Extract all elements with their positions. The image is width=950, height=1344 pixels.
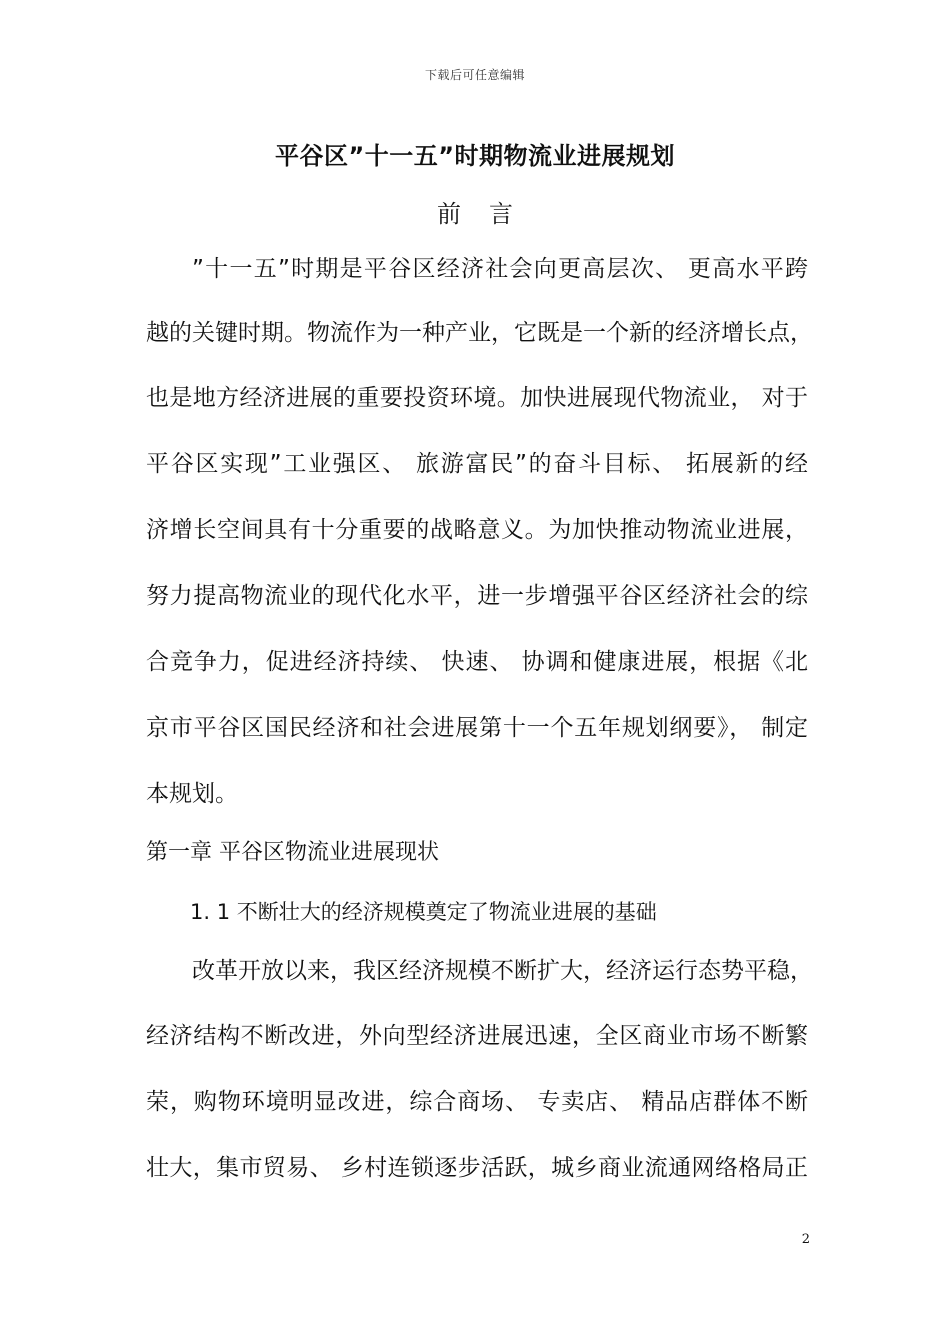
paragraph-line: 京市平谷区国民经济和社会进展第十一个五年规划纲要》， 制定 (146, 715, 808, 741)
section-heading: 1. 1 不断壮大的经济规模奠定了物流业进展的基础 (190, 900, 657, 924)
document-title: 平谷区”十一五”时期物流业进展规划 (274, 142, 676, 170)
paragraph-line: ”十一五”时期是平谷区经济社会向更高层次、 更高水平跨 (192, 256, 808, 282)
header-note: 下载后可任意编辑 (424, 68, 525, 82)
paragraph-line: 也是地方经济进展的重要投资环境。加快进展现代物流业， 对于 (146, 385, 808, 411)
paragraph-line: 壮大，集市贸易、 乡村连锁逐步活跃，城乡商业流通网络格局正 (146, 1155, 808, 1181)
paragraph-line: 济增长空间具有十分重要的战略意义。为加快推动物流业进展， (146, 517, 808, 543)
paragraph-line: 荣，购物环境明显改进，综合商场、 专卖店、 精品店群体不断 (146, 1089, 808, 1115)
chapter-heading: 第一章 平谷区物流业进展现状 (146, 840, 439, 865)
paragraph-line: 改革开放以来，我区经济规模不断扩大，经济运行态势平稳， (192, 958, 813, 984)
preface-heading: 前言 (437, 200, 541, 228)
paragraph-line: 本规划。 (146, 781, 238, 807)
page-number: 2 (801, 1232, 810, 1247)
paragraph-line: 努力提高物流业的现代化水平，进一步增强平谷区经济社会的综 (146, 583, 808, 609)
paragraph-line: 经济结构不断改进，外向型经济进展迅速，全区商业市场不断繁 (146, 1023, 808, 1049)
paragraph-line: 越的关键时期。物流作为一种产业，它既是一个新的经济增长点， (146, 320, 813, 346)
paragraph-line: 合竞争力，促进经济持续、 快速、 协调和健康进展，根据《北 (146, 649, 808, 675)
paragraph-line: 平谷区实现”工业强区、 旅游富民”的奋斗目标、 拓展新的经 (146, 451, 808, 477)
